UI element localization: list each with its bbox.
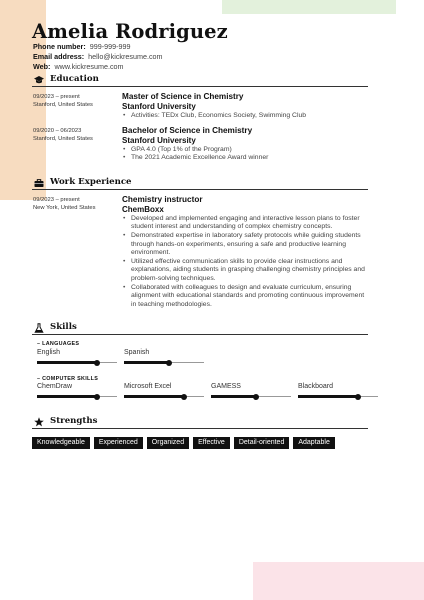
skill-level-dot	[253, 394, 259, 400]
skill-level-fill	[298, 395, 358, 398]
skill-level-fill	[37, 395, 97, 398]
strength-tag: Adaptable	[293, 437, 335, 449]
skill-level-fill	[124, 361, 169, 364]
strength-tag: Knowledgeable	[32, 437, 90, 449]
entry-details	[122, 92, 368, 120]
graduation-cap-icon	[34, 75, 44, 85]
skill-level-fill	[124, 395, 184, 398]
entry-bullets	[122, 215, 368, 310]
skill-level-fill	[37, 361, 97, 364]
star-icon	[34, 417, 44, 427]
skill-name: English	[37, 349, 60, 356]
skill-name: GAMESS	[211, 383, 241, 390]
entry-title: Chemistry instructor	[122, 195, 203, 204]
bullet-item: • Activities: TEDx Club, Economics Society, Swimming Club	[122, 112, 368, 121]
skill-name: ChemDraw	[37, 383, 73, 390]
skill-chemdraw	[37, 383, 117, 401]
skills-section-title	[32, 322, 368, 335]
skill-level-dot	[94, 360, 100, 366]
entry-date: 09/2023 – present	[33, 197, 80, 203]
contact-value: hello@kickresume.com	[88, 51, 163, 61]
entry-location: Stanford, United States	[33, 136, 93, 142]
entry-details	[122, 195, 368, 309]
strengths-section-title	[32, 416, 368, 429]
skill-name: Microsoft Excel	[124, 383, 172, 390]
skill-level-dot	[355, 394, 361, 400]
entry-title: Master of Science in Chemistry	[122, 92, 244, 101]
decorative-green-block	[222, 0, 396, 14]
entry-date: 09/2020 – 06/2023	[33, 128, 82, 134]
entry-organization: ChemBoxx	[122, 204, 164, 214]
bullet-item: • GPA 4.0 (Top 1% of the Program)	[122, 146, 368, 155]
skill-level-dot	[166, 360, 172, 366]
contact-label: Web:	[33, 61, 51, 71]
entry-organization: Stanford University	[122, 101, 196, 111]
bullet-item: • Utilized effective communication skills to provide clear instructions and explanations, aiding students in grasping challenging chemistry principles and problem-solving techniques.	[122, 258, 368, 284]
entry-meta	[33, 196, 96, 212]
contact-value: www.kickresume.com	[54, 61, 124, 71]
contact-web	[33, 62, 163, 72]
section-label: Education	[50, 74, 99, 84]
experience-section-title	[32, 177, 368, 190]
skill-level-dot	[94, 394, 100, 400]
bullet-item: • Collaborated with colleagues to design and evaluate curriculum, ensuring alignment with educational standards and promoting continuous improvement in teaching methodologies.	[122, 284, 368, 310]
entry-location: Stanford, United States	[33, 102, 93, 108]
section-label: Work Experience	[50, 177, 132, 187]
briefcase-icon	[34, 178, 44, 188]
skill-english	[37, 349, 117, 367]
entry-details	[122, 126, 368, 163]
skill-blackboard	[298, 383, 378, 401]
skill-microsoft-excel	[124, 383, 204, 401]
strength-tag: Effective	[193, 437, 230, 449]
entry-meta	[33, 93, 93, 109]
skill-group-computer: – COMPUTER SKILLS	[37, 376, 99, 382]
flask-icon	[34, 323, 44, 333]
skill-name: Spanish	[124, 349, 150, 356]
contact-email	[33, 52, 163, 62]
strengths-tags	[32, 437, 368, 449]
strength-tag: Detail-oriented	[234, 437, 290, 449]
strength-tag: Organized	[147, 437, 189, 449]
skill-level-dot	[181, 394, 187, 400]
contact-label: Email address:	[33, 51, 85, 61]
entry-title: Bachelor of Science in Chemistry	[122, 126, 253, 135]
contact-info	[33, 42, 163, 71]
skill-spanish	[124, 349, 204, 367]
entry-bullets	[122, 146, 368, 163]
entry-meta	[33, 127, 93, 143]
education-section-title	[32, 74, 368, 87]
skill-name: Blackboard	[298, 383, 334, 390]
contact-value: 999-999-999	[89, 42, 131, 51]
candidate-name: Amelia Rodriguez	[32, 20, 228, 43]
contact-phone	[33, 42, 163, 52]
entry-organization: Stanford University	[122, 135, 196, 145]
skill-level-fill	[211, 395, 256, 398]
entry-location: New York, United States	[33, 205, 96, 211]
strength-tag: Experienced	[94, 437, 143, 449]
entry-date: 09/2023 – present	[33, 94, 80, 100]
section-label: Skills	[50, 322, 77, 332]
bullet-item: • Demonstrated expertise in laboratory safety protocols while guiding students through hands-on experiments, ensuring a safe and productive learning environment.	[122, 232, 368, 258]
skill-group-languages: – LANGUAGES	[37, 341, 80, 347]
entry-bullets	[122, 112, 368, 121]
section-label: Strengths	[50, 416, 98, 426]
decorative-pink-block	[253, 562, 424, 600]
contact-label: Phone number:	[33, 42, 86, 51]
bullet-item: • The 2021 Academic Excellence Award winner	[122, 154, 368, 163]
skill-gamess	[211, 383, 291, 401]
bullet-item: • Developed and implemented engaging and interactive lesson plans to foster student interest and understanding of complex chemistry concepts.	[122, 215, 368, 232]
